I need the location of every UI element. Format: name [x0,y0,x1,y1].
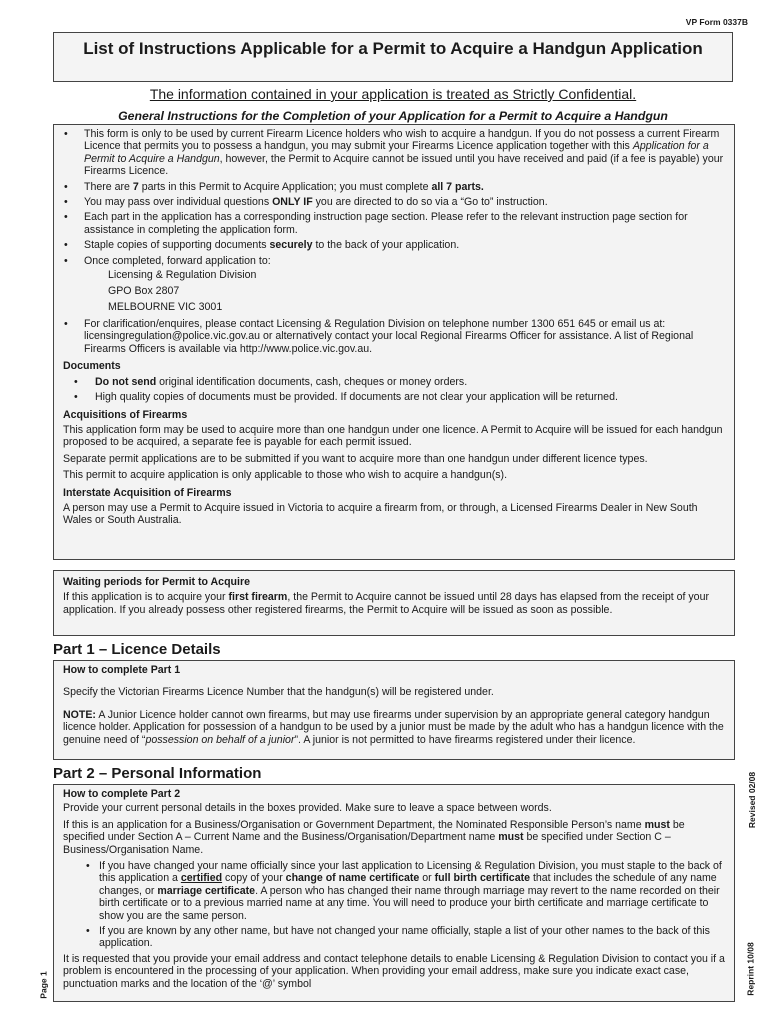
part2-text: It is requested that you provide your email address and contact telephone details to enable Licensing & Regulation Division to contact you if a problem is encountered in the processing of your application. When providing your email address, make sure you indicate exact case, punctuation marks and the location of the ‘@’ symbol [63,952,725,990]
general-instructions-box [53,124,735,560]
waiting-text: If this application is to acquire your first firearm, the Permit to Acquire cannot be issued until 28 days has elapsed from the receipt of your application. If you already possess other registered firearms, the Permit to Acquire will be issued as soon as possible. [63,591,709,616]
acquisitions-text: This application form may be used to acquire more than one handgun under one licence. A Permit to Acquire will be issued for each handgun proposed to be acquired, a separate fee is payable for each permit issued. [63,423,723,449]
list-item: • Do not send original identification documents, cash, cheques or money orders. [73,376,725,388]
documents-list [63,376,725,404]
documents-heading: Documents [63,360,121,373]
general-instructions-heading: General Instructions for the Completion of your Application for a Permit to Acquire a Handgun [118,109,668,123]
list-item: • If you have changed your name officially since your last application to Licensing & Regulation Division, you must staple to the back of this application a certified copy of your change of name certificate or full birth certificate that includes the schedule of any name changes, or marriage certificate. A person who has changed their name through marriage may revert to the name recorded on their birth certificate or to a previous married name at any time. You will need to produce your birth certificate and marriage certificate to show you are the same person. [85,860,725,922]
interstate-heading: Interstate Acquisition of Firearms [63,486,232,499]
part2-text: If this is an application for a Business/Organisation or Government Department, the Nominated Responsible Person’s name must be specified under Section A – Current Name and the Business/Organisation/Department name must be specified under Section C – Business/Organisation Name. [63,818,685,856]
list-item: • For clarification/enquires, please contact Licensing & Regulation Division on telephone number 1300 651 645 or email us at: licensingregulation@police.vic.gov.au or alternatively contact your local Regional Firearms Officer for assistance. A list of Regional Firearms Officers is available via http://www.police.vic.gov.au. [63,318,725,355]
address-line: MELBOURNE VIC 3001 [108,301,223,314]
waiting-heading: Waiting periods for Permit to Acquire [63,576,250,588]
postal-address [63,267,725,315]
part2-box [53,784,735,1002]
part1-text: Specify the Victorian Firearms Licence Number that the handgun(s) will be registered under. [63,686,494,699]
part1-how-heading: How to complete Part 1 [63,664,181,676]
page-title: List of Instructions Applicable for a Permit to Acquire a Handgun Application [53,32,733,82]
general-instructions-list [63,128,725,267]
list-item: • You may pass over individual questions ONLY IF you are directed to do so via a “Go to” instruction. [63,196,725,208]
list-item: • Each part in the application has a corresponding instruction page section. Please refer to the relevant instruction page section for assistance in completing the application form. [63,211,725,236]
part2-how-heading: How to complete Part 2 [63,788,181,800]
acquisitions-heading: Acquisitions of Firearms [63,408,188,421]
revision-date: Revised 02/08 [747,771,758,829]
list-item: • If you are known by any other name, but have not changed your name officially, staple a list of your other names to the back of this application. [85,925,725,950]
part1-note: NOTE: A Junior Licence holder cannot own firearms, but may use firearms under supervision by an appropriate general category handgun licence holder. Application for possession of a handgun to be used by a junior must be made by the adult who has a handgun licence with the genuine need of “possession on behalf of a junior”. A junior is not permitted to have firearms registered under their licence. [63,708,724,746]
part1-box [53,660,735,760]
page-number: Page 1 [38,971,49,999]
waiting-periods-box [53,570,735,636]
part2-heading: Part 2 – Personal Information [53,765,262,782]
list-item: • Staple copies of supporting documents securely to the back of your application. [63,239,725,251]
part1-heading: Part 1 – Licence Details [53,641,221,658]
list-item: • This form is only to be used by current Firearm Licence holders who wish to acquire a handgun. If you do not possess a current Firearm Licence that permits you to possess a handgun, you may submit your Firearms Licence application together with this Application for a Permit to Acquire a Handgun, however, the Permit to Acquire cannot be issued until you have received and paid (if a fee is payable) your Firearms Licence. [63,128,725,178]
acquisitions-text: Separate permit applications are to be submitted if you want to acquire more than one handgun under different licence types. [63,452,648,465]
confidentiality-notice: The information contained in your application is treated as Strictly Confidential. [149,86,637,102]
contact-list [63,318,725,355]
address-line: Licensing & Regulation Division [108,269,257,282]
list-item: • High quality copies of documents must be provided. If documents are not clear your application will be returned. [73,391,725,403]
interstate-text: A person may use a Permit to Acquire issued in Victoria to acquire a firearm from, or through, a Licensed Firearms Dealer in New South Wales or South Australia. [63,501,698,527]
acquisitions-text: This permit to acquire application is only applicable to those who wish to acquire a handgun(s). [63,469,508,482]
part2-list [63,860,725,950]
part2-text: Provide your current personal details in the boxes provided. Make sure to leave a space between words. [63,802,552,815]
address-line: GPO Box 2807 [108,285,180,298]
list-item: • Once completed, forward application to: [63,255,725,267]
reprint-date: Reprint 10/08 [745,942,756,996]
list-item: • There are 7 parts in this Permit to Acquire Application; you must complete all 7 parts. [63,181,725,193]
form-code: VP Form 0337B [685,17,748,27]
